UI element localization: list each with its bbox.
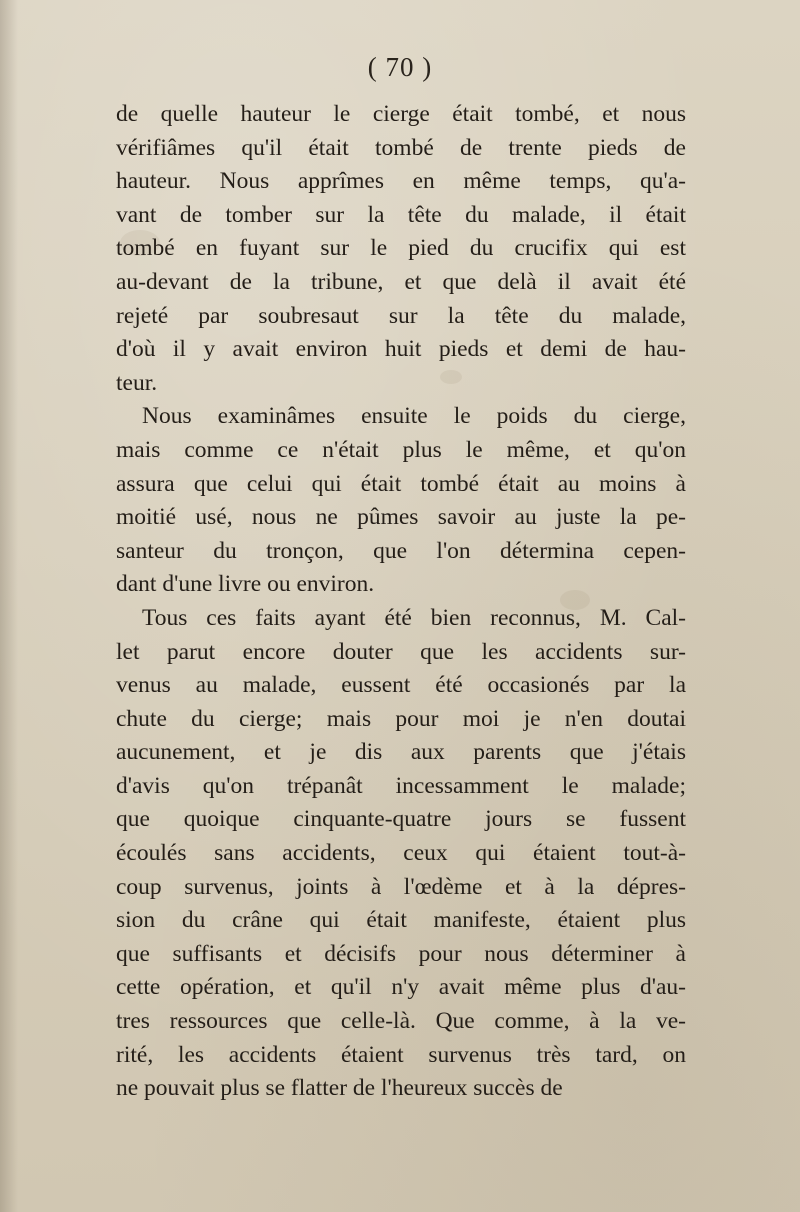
text-line: que suffisants et décisifs pour nous déterminer à (116, 940, 686, 967)
text-line: au-devant de la tribune, et que delà il avait été (116, 268, 686, 295)
paragraph (116, 98, 686, 400)
text-line: vant de tomber sur la tête du malade, il était (116, 201, 686, 228)
text-line: santeur du tronçon, que l'on détermina cepen- (116, 537, 686, 564)
text-line: Nous examinâmes ensuite le poids du cierge, (142, 403, 686, 430)
text-line: aucunement, et je dis aux parents que j'étais (116, 739, 686, 766)
text-line: venus au malade, eussent été occasionés par la (116, 672, 686, 699)
text-line: mais comme ce n'était plus le même, et qu'on (116, 436, 686, 463)
body-text (116, 98, 686, 1106)
text-line: hauteur. Nous apprîmes en même temps, qu'a- (116, 168, 686, 195)
text-line: dant d'une livre ou environ. (116, 571, 375, 598)
text-line: tombé en fuyant sur le pied du crucifix qui est (116, 235, 686, 262)
page-number: ( 70 ) (367, 52, 433, 82)
text-line: Tous ces faits ayant été bien reconnus, M. Cal- (142, 604, 686, 631)
text-line: vérifiâmes qu'il était tombé de trente pieds de (116, 134, 686, 161)
text-line: de quelle hauteur le cierge était tombé, et nous (116, 101, 686, 127)
text-line: moitié usé, nous ne pûmes savoir au juste la pe- (116, 504, 686, 531)
paragraph (116, 602, 686, 1106)
text-line: chute du cierge; mais pour moi je n'en doutai (116, 705, 686, 732)
text-line: rité, les accidents étaient survenus très tard, on (116, 1041, 686, 1068)
text-line: teur. (116, 369, 158, 396)
text-line: rejeté par soubresaut sur la tête du malade, (116, 302, 686, 329)
text-line: d'avis qu'on trépanât incessamment le malade; (116, 772, 686, 799)
text-line: ne pouvait plus se flatter de l'heureux succès de (116, 1075, 563, 1102)
text-line: coup survenus, joints à l'œdème et à la dépres- (116, 873, 686, 900)
text-line: cette opération, et qu'il n'y avait même plus d'au- (116, 974, 686, 1001)
text-line: que quoique cinquante-quatre jours se fussent (116, 806, 686, 833)
text-line: sion du crâne qui était manifeste, étaient plus (116, 907, 686, 934)
paragraph (116, 400, 686, 602)
text-line: d'où il y avait environ huit pieds et demi de hau- (116, 336, 686, 363)
text-line: tres ressources que celle-là. Que comme, à la ve- (116, 1008, 686, 1035)
text-line: écoulés sans accidents, ceux qui étaient tout-à- (116, 840, 686, 867)
text-line: let parut encore douter que les accidents sur- (116, 638, 686, 665)
text-line: assura que celui qui était tombé était au moins à (116, 470, 686, 497)
